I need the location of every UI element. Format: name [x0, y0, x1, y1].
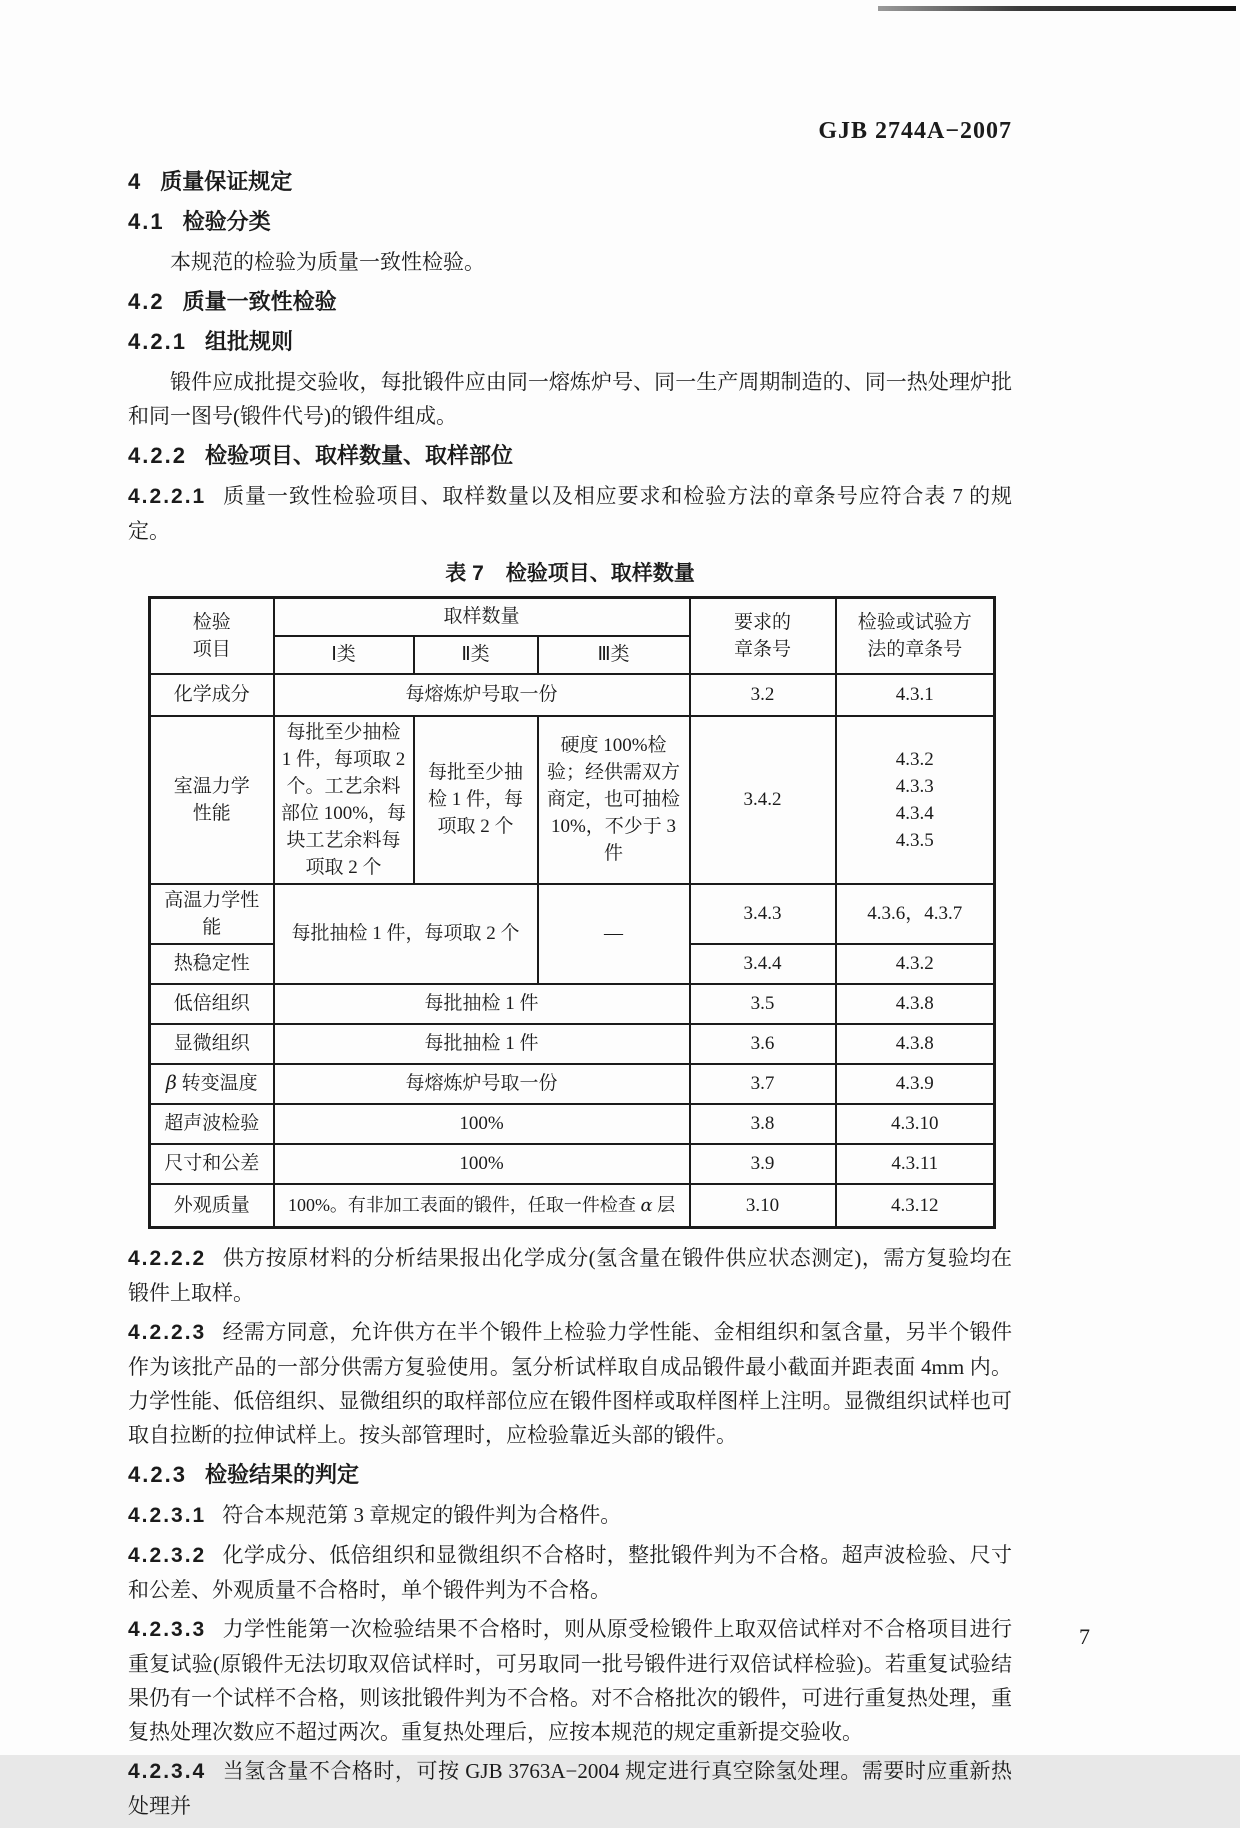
beta-symbol: β: [165, 1072, 177, 1094]
table-caption: [128, 558, 1012, 590]
section-heading-4-2-2: [128, 439, 1012, 473]
clause-text: 经需方同意，允许供方在半个锻件上检验力学性能、金相组织和氢含量，另半个锻件作为该批产品的一部分供需方复验使用。氢分析试样取自成品锻件最小截面并距表面 4mm 内。力学性能、低倍组织、显微组织的取样部位应在锻件图样或取样图样上注明。显微组织试样也可取自拉断的拉伸试样上。按头部管理时，应检验靠近头部的锻件。: [128, 1320, 1012, 1447]
method-line: 4.3.4: [895, 802, 934, 824]
header-requirement-clause: [690, 598, 836, 674]
clause-4-2-2-1: [128, 479, 1012, 548]
cell-method: 4.3.1: [836, 674, 995, 716]
cell-requirement: 3.7: [690, 1064, 836, 1104]
clause-number: 4.2.3.2: [128, 1544, 207, 1567]
clause-text: 符合本规范第 3 章规定的锻件判为合格件。: [222, 1503, 622, 1527]
cell-sampling-class2: 每批至少抽检 1 件，每项取 2 个: [414, 716, 538, 884]
section-number: 4.2.2: [128, 443, 187, 468]
section-title: 检验分类: [182, 209, 271, 234]
section-heading-4-1: [128, 205, 1012, 239]
cell-item: 超声波检验: [150, 1104, 274, 1144]
section-number: 4.2: [128, 289, 165, 314]
clause-text: 供方按原材料的分析结果报出化学成分(氢含量在锻件供应状态测定)，需方复验均在锻件上取样。: [128, 1246, 1012, 1305]
clause-number: 4.2.2.2: [128, 1247, 207, 1270]
clause-4-2-3-1: [128, 1498, 1012, 1533]
section-title: 质量一致性检验: [182, 289, 337, 314]
clause-number: 4.2.2.3: [128, 1321, 207, 1344]
cell-sampling: 100%: [274, 1104, 690, 1144]
cell-method: 4.3.12: [836, 1184, 995, 1228]
page-content: [128, 118, 1012, 1828]
clause-4-2-1-text: 锻件应成批提交验收，每批锻件应由同一熔炼炉号、同一生产周期制造的、同一热处理炉批和同一图号(锻件代号)的锻件组成。: [128, 370, 1012, 428]
clause-text: 当氢含量不合格时，可按 GJB 3763A−2004 规定进行真空除氢处理。需要时应重新热处理并: [128, 1759, 1012, 1818]
section-number: 4: [128, 169, 143, 194]
method-line: 4.3.2: [895, 748, 934, 770]
scan-artifact-line: [878, 6, 1236, 11]
cell-requirement: 3.4.3: [690, 884, 836, 944]
cell-requirement: 3.2: [690, 674, 836, 716]
header-class-2: Ⅱ类: [414, 636, 538, 674]
section-number: 4.2.1: [128, 329, 187, 354]
table-row-ultrasonic: [150, 1104, 995, 1144]
cell-item: 显微组织: [150, 1024, 274, 1064]
method-line: 4.3.3: [895, 775, 934, 797]
cell-item-line2: 性能: [192, 802, 231, 824]
clause-text: 力学性能第一次检验结果不合格时，则从原受检锻件上取双倍试样对不合格项目进行重复试验(原锻件无法切取双倍试样时，可另取同一批号锻件进行双倍试样检验)。若重复试验结果仍有一个试样不合格，则该批锻件判为不合格。对不合格批次的锻件，可进行重复热处理，重复热处理次数应不超过两次。重复热处理后，应按本规范的规定重新提交验收。: [128, 1617, 1012, 1744]
clause-4-2-2-3: [128, 1315, 1012, 1452]
header-req-line1: 要求的: [734, 611, 792, 633]
clause-number: 4.2.3.3: [128, 1618, 207, 1641]
cell-method: 4.3.9: [836, 1064, 995, 1104]
cell-sampling-class1: 每批至少抽检 1 件，每项取 2 个。工艺余料部位 100%，每块工艺余料每项取 2 个: [274, 716, 414, 884]
clause-text: 质量一致性检验项目、取样数量以及相应要求和检验方法的章条号应符合表 7 的规定。: [128, 484, 1012, 543]
section-number: 4.2.3: [128, 1462, 187, 1487]
table-header-row-1: [150, 598, 995, 636]
header-method-line2: 法的章条号: [867, 638, 963, 660]
cell-item: 尺寸和公差: [150, 1144, 274, 1184]
cell-sampling: [274, 1184, 690, 1228]
table-row-microstructure: [150, 1024, 995, 1064]
section-title: 组批规则: [204, 329, 293, 354]
clause-number: 4.2.2.1: [128, 485, 207, 508]
clause-4-2-3-2: [128, 1538, 1012, 1607]
clause-4-2-3-3: [128, 1612, 1012, 1749]
header-sampling: 取样数量: [274, 598, 690, 636]
cell-requirement: 3.8: [690, 1104, 836, 1144]
table-label: 表 7: [445, 562, 484, 585]
section-title: 检验项目、取样数量、取样部位: [204, 443, 513, 468]
table-7-inspection-items: [148, 596, 996, 1229]
header-class-1: Ⅰ类: [274, 636, 414, 674]
table-row-dimensions-tolerances: [150, 1144, 995, 1184]
header-method-line1: 检验或试验方: [857, 611, 972, 633]
cell-method: 4.3.10: [836, 1104, 995, 1144]
cell-requirement: 3.10: [690, 1184, 836, 1228]
cell-item-line1: 室温力学: [173, 775, 250, 797]
section-heading-4-2: [128, 285, 1012, 319]
sampling-text: 层: [652, 1194, 676, 1215]
cell-sampling: 每熔炼炉号取一份: [274, 1064, 690, 1104]
cell-sampling-class3: —: [538, 884, 690, 984]
cell-item: [150, 716, 274, 884]
cell-requirement: 3.5: [690, 984, 836, 1024]
sampling-text: 100%。有非加工表面的锻件，任取一件检查: [287, 1194, 641, 1215]
cell-item: 高温力学性能: [150, 884, 274, 944]
cell-sampling: 每批抽检 1 件: [274, 984, 690, 1024]
header-item: [150, 598, 274, 674]
table-title: 检验项目、取样数量: [505, 562, 695, 585]
cell-method: 4.3.2: [836, 944, 995, 984]
cell-requirement: 3.9: [690, 1144, 836, 1184]
cell-method: 4.3.6，4.3.7: [836, 884, 995, 944]
clause-4-2-2-2: [128, 1241, 1012, 1310]
cell-sampling: 每批抽检 1 件: [274, 1024, 690, 1064]
cell-item: 外观质量: [150, 1184, 274, 1228]
cell-item: 热稳定性: [150, 944, 274, 984]
header-method-clause: [836, 598, 995, 674]
header-req-line2: 章条号: [734, 638, 792, 660]
cell-item: [150, 1064, 274, 1104]
clause-number: 4.2.3.4: [128, 1760, 207, 1783]
header-item-line1: 检验: [192, 611, 231, 633]
table-row-macrostructure: [150, 984, 995, 1024]
section-heading-4-2-3: [128, 1458, 1012, 1492]
cell-requirement: 3.4.4: [690, 944, 836, 984]
cell-item: 低倍组织: [150, 984, 274, 1024]
method-line: 4.3.5: [895, 829, 934, 851]
cell-method: [836, 716, 995, 884]
cell-item: 化学成分: [150, 674, 274, 716]
cell-sampling-class1-2: 每批抽检 1 件，每项取 2 个: [274, 884, 538, 984]
section-title: 检验结果的判定: [204, 1462, 359, 1487]
header-item-line2: 项目: [192, 638, 231, 660]
table-row-appearance-quality: [150, 1184, 995, 1228]
clause-text: 化学成分、低倍组织和显微组织不合格时，整批锻件判为不合格。超声波检验、尺寸和公差、外观质量不合格时，单个锻件判为不合格。: [128, 1543, 1012, 1602]
table-row-chemical-composition: [150, 674, 995, 716]
clause-4-2-3-4: [128, 1754, 1012, 1823]
clause-4-1-text: 本规范的检验为质量一致性检验。: [170, 250, 485, 274]
cell-requirement: 3.4.2: [690, 716, 836, 884]
standard-number: GJB 2744A−2007: [818, 118, 1012, 144]
table-row-room-temp-mechanical: [150, 716, 995, 884]
section-number: 4.1: [128, 209, 165, 234]
clause-number: 4.2.3.1: [128, 1504, 207, 1527]
table-row-beta-transus: [150, 1064, 995, 1104]
alpha-symbol: α: [640, 1194, 653, 1216]
cell-sampling: 100%: [274, 1144, 690, 1184]
cell-item-text: 转变温度: [176, 1073, 258, 1094]
cell-method: 4.3.8: [836, 1024, 995, 1064]
table-row-high-temp-mechanical: [150, 884, 995, 944]
section-heading-4: [128, 165, 1012, 199]
cell-method: 4.3.11: [836, 1144, 995, 1184]
section-title: 质量保证规定: [160, 169, 293, 194]
header-class-3: Ⅲ类: [538, 636, 690, 674]
page-number: 7: [1079, 1624, 1090, 1649]
cell-sampling-class3: 硬度 100%检验；经供需双方商定，也可抽检 10%，不少于 3 件: [538, 716, 690, 884]
cell-method: 4.3.8: [836, 984, 995, 1024]
cell-sampling: 每熔炼炉号取一份: [274, 674, 690, 716]
section-heading-4-2-1: [128, 325, 1012, 359]
cell-requirement: 3.6: [690, 1024, 836, 1064]
